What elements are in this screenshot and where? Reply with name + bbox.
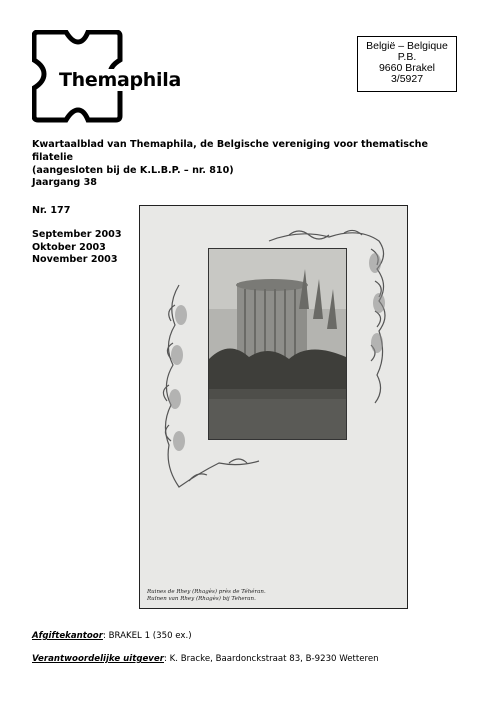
postbox-line: P.B. <box>397 51 417 63</box>
tower-photo <box>208 248 347 440</box>
office-label: Afgiftekantoor <box>32 631 103 641</box>
publisher-line <box>32 654 379 665</box>
postage-paid-box <box>357 36 457 92</box>
publisher-value: K. Bracke, Baardonckstraat 83, B-9230 Wetteren <box>169 654 379 664</box>
photo-caption <box>147 589 266 603</box>
caption-line: Ruines de Rhey (Rhagès) près de Téhéran. <box>147 589 266 595</box>
office-line <box>32 631 192 642</box>
caption-line: Ruïnen van Rhey (Rhagès) bij Teheran. <box>147 596 256 602</box>
intro-line-2: (aangesloten bij de K.L.B.P. – nr. 810) <box>32 165 234 176</box>
postbox-line: 9660 Brakel <box>378 62 436 74</box>
intro-text <box>32 138 472 177</box>
postbox-line: België – Belgique <box>366 40 448 52</box>
jaargang: Jaargang 38 <box>32 177 97 188</box>
intro-line-1: Kwartaalblad van Themaphila, de Belgische vereniging voor thematische filatelie <box>32 139 429 163</box>
month: Oktober 2003 <box>32 241 106 253</box>
colon: : <box>163 654 170 664</box>
logo-wordmark: Themaphila <box>59 69 181 91</box>
postbox-line: 3/5927 <box>390 73 424 85</box>
issue-months <box>32 229 122 267</box>
colon: : <box>102 631 109 641</box>
month: September 2003 <box>32 229 122 240</box>
office-value: BRAKEL 1 (350 ex.) <box>108 631 192 641</box>
issue-number: Nr. 177 <box>32 205 71 216</box>
tower-illustration <box>209 249 346 439</box>
month: November 2003 <box>32 254 118 265</box>
publisher-label: Verantwoordelijke uitgever <box>32 654 164 664</box>
